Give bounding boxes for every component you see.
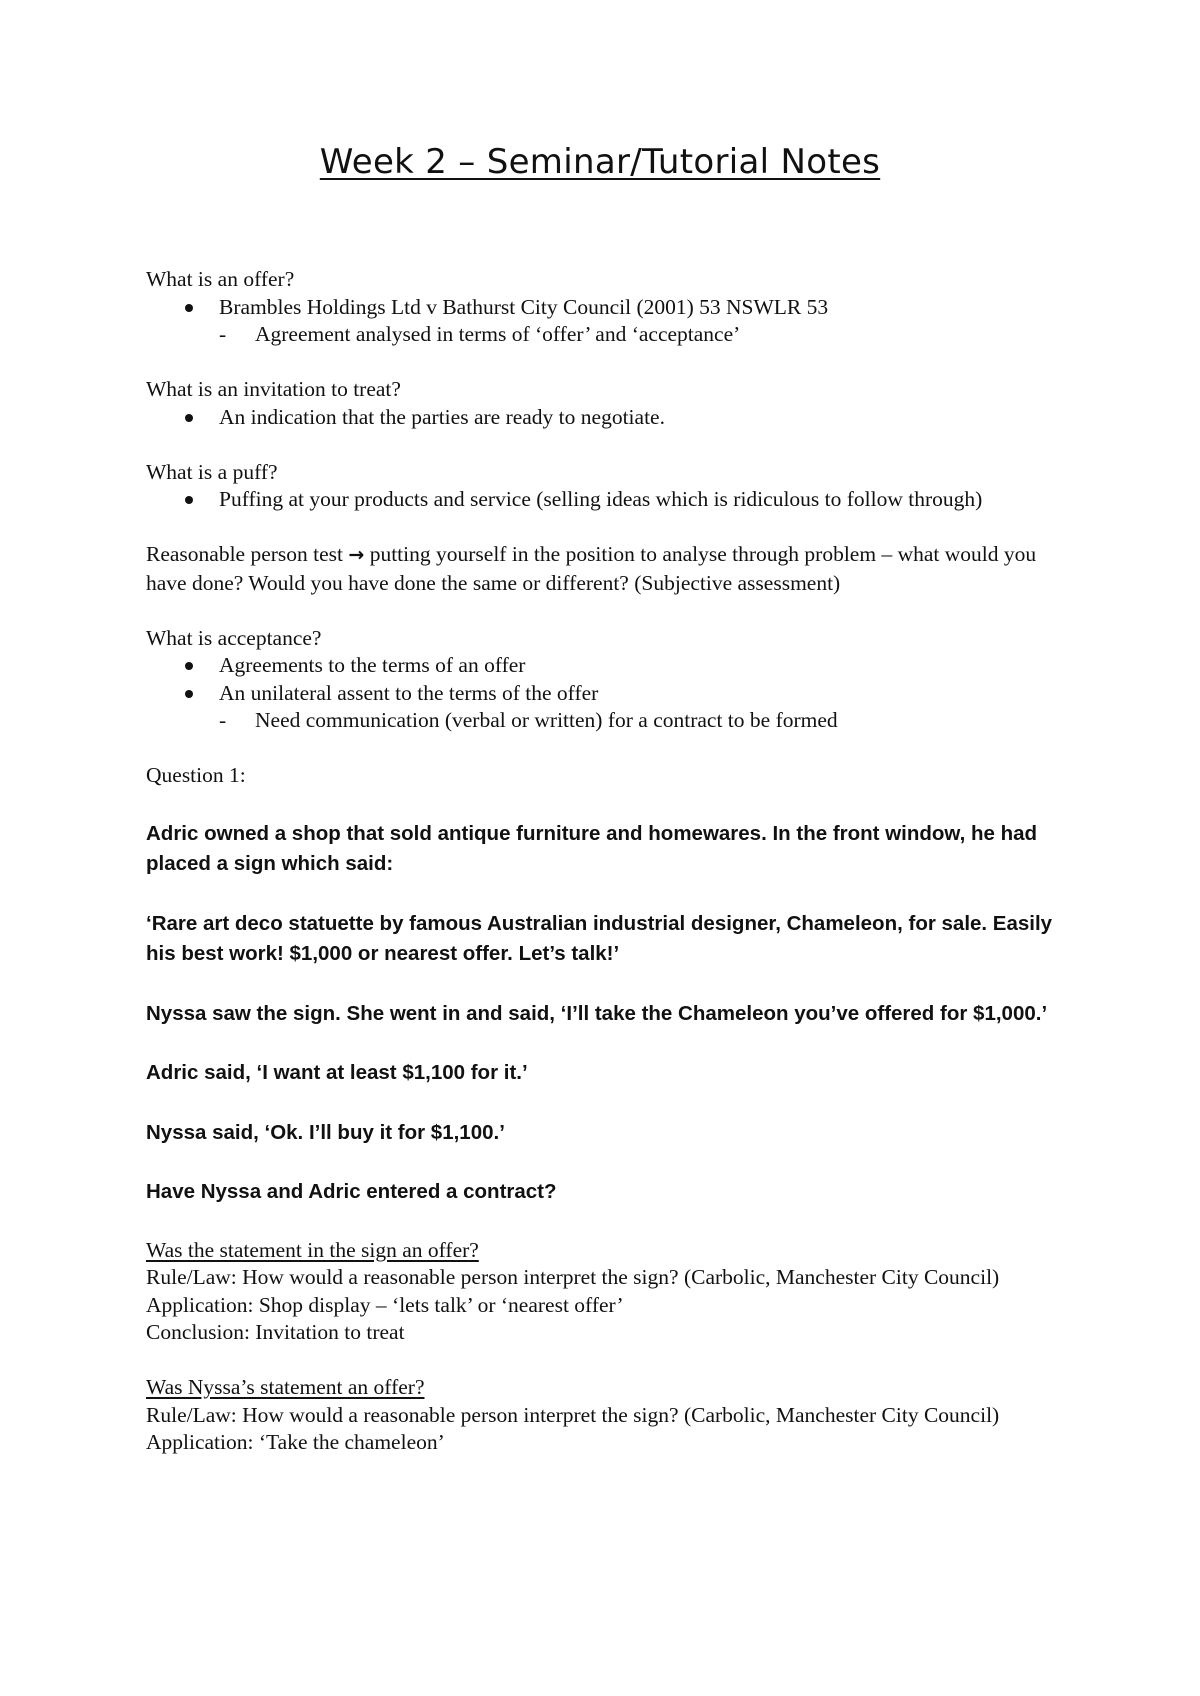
offer-sub-text: Agreement analysed in terms of ‘offer’ and ‘acceptance’ — [255, 322, 741, 346]
analysis-application: Application: ‘Take the chameleon’ — [146, 1430, 445, 1454]
question-label: Question 1: — [146, 763, 246, 787]
puff-bullet-text: Puffing at your products and service (selling ideas which is ridiculous to follow through) — [219, 487, 983, 511]
list-item — [146, 294, 1081, 322]
analysis-sign-offer — [146, 1237, 1081, 1347]
invitation-bullet-list — [146, 404, 1081, 432]
scenario-paragraph: Adric owned a shop that sold antique furniture and homewares. In the front window, he had placed a sign which said: — [146, 821, 1038, 875]
bullet-icon — [185, 414, 193, 422]
invitation-heading: What is an invitation to treat? — [146, 377, 401, 401]
acceptance-bullet-text: An unilateral assent to the terms of the offer — [219, 680, 599, 705]
section-invitation — [146, 376, 1081, 431]
list-item — [146, 652, 1081, 680]
acceptance-sub-text: Need communication (verbal or written) for a contract to be formed — [255, 708, 838, 732]
page-title: Week 2 – Seminar/Tutorial Notes — [319, 142, 881, 182]
bullet-icon — [185, 662, 193, 670]
dash-icon: - — [219, 322, 227, 346]
dash-icon: - — [219, 708, 227, 732]
scenario-paragraph: Adric said, ‘I want at least $1,100 for it.’ — [146, 1061, 528, 1084]
acceptance-heading: What is acceptance? — [146, 625, 322, 650]
analysis-rule: Rule/Law: How would a reasonable person interpret the sign? (Carbolic, Manchester City Council) — [146, 1402, 1000, 1427]
scenario-question: Have Nyssa and Adric entered a contract? — [146, 1180, 557, 1203]
offer-bullet-text: Brambles Holdings Ltd v Bathurst City Council (2001) 53 NSWLR 53 — [219, 294, 829, 319]
reasonable-lead: Reasonable person test — [146, 542, 344, 566]
scenario-paragraph: Nyssa said, ‘Ok. I’ll buy it for $1,100.’ — [146, 1120, 505, 1144]
puff-bullet-list — [146, 486, 1081, 514]
invitation-bullet-text: An indication that the parties are ready to negotiate. — [219, 404, 665, 429]
analysis-nyssa-offer — [146, 1374, 1081, 1457]
bullet-icon — [185, 304, 193, 312]
analysis-application: Application: Shop display – ‘lets talk’ or ‘nearest offer’ — [146, 1292, 624, 1317]
offer-sub-item — [146, 321, 1081, 349]
acceptance-bullet-text: Agreements to the terms of an offer — [219, 653, 526, 677]
arrow-right-icon: → — [348, 544, 365, 566]
acceptance-sub-item — [146, 707, 1081, 735]
list-item — [146, 486, 1081, 514]
puff-heading: What is a puff? — [146, 459, 278, 484]
analysis-heading: Was Nyssa’s statement an offer? — [146, 1375, 425, 1399]
offer-bullet-list — [146, 294, 1081, 322]
analysis-rule: Rule/Law: How would a reasonable person interpret the sign? (Carbolic, Manchester City Council) — [146, 1265, 1000, 1289]
reasonable-text: putting yourself in the position to analyse through problem – what would you have done? Would you have done the same or different? (Subjective assessment) — [146, 542, 1037, 595]
list-item — [146, 680, 1081, 708]
document-body — [146, 266, 1081, 1457]
analysis-heading: Was the statement in the sign an offer? — [146, 1237, 479, 1262]
list-item — [146, 404, 1081, 432]
acceptance-bullet-list — [146, 652, 1081, 707]
analysis-conclusion: Conclusion: Invitation to treat — [146, 1320, 405, 1344]
scenario-paragraph: ‘Rare art deco statuette by famous Australian industrial designer, Chameleon, for sale. Easily his best work! $1,000 or nearest offer. Let’s talk!’ — [146, 911, 1053, 965]
question-scenario — [146, 819, 1081, 1208]
bullet-icon — [185, 690, 193, 698]
section-offer — [146, 266, 1081, 349]
section-acceptance — [146, 625, 1081, 735]
section-puff — [146, 459, 1081, 514]
scenario-paragraph: Nyssa saw the sign. She went in and said, ‘I’ll take the Chameleon you’ve offered for $1,000.’ — [146, 1001, 1048, 1025]
bullet-icon — [185, 496, 193, 504]
reasonable-person-paragraph — [146, 541, 1081, 597]
offer-heading: What is an offer? — [146, 267, 295, 291]
